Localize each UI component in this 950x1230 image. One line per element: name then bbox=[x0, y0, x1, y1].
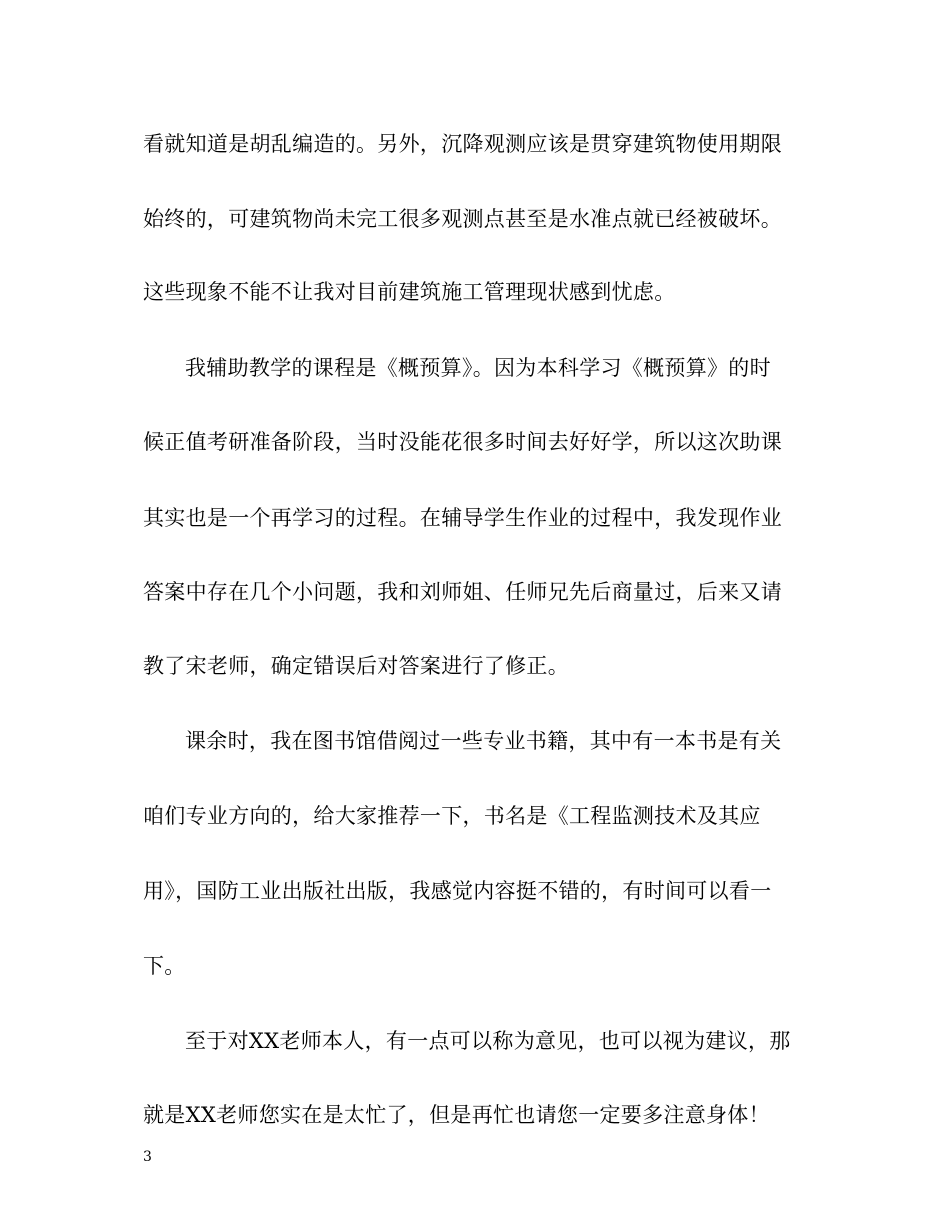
text-line: 就是XX老师您实在是太忙了，但是再忙也请您一定要多注意身体！ bbox=[143, 1103, 770, 1127]
text-line: 教了宋老师，确定错误后对答案进行了修正。 bbox=[143, 654, 569, 678]
text-line: 看就知道是胡乱编造的。另外，沉降观测应该是贯穿建筑物使用期限 bbox=[143, 132, 782, 156]
text-line: 咱们专业方向的，给大家推荐一下，书名是《工程监测技术及其应 bbox=[143, 804, 761, 828]
text-line: 其实也是一个再学习的过程。在辅导学生作业的过程中，我发现作业 bbox=[143, 506, 782, 530]
paragraph-start-line: 我辅助教学的课程是《概预算》。因为本科学习《概预算》的时 bbox=[185, 356, 771, 380]
text-line: 用》，国防工业出版社出版，我感觉内容挺不错的，有时间可以看一 bbox=[143, 879, 772, 903]
text-line: 候正值考研准备阶段，当时没能花很多时间去好好学，所以这次助课 bbox=[143, 430, 782, 454]
text-line: 这些现象不能不让我对目前建筑施工管理现状感到忧虑。 bbox=[143, 280, 676, 304]
page-number: 3 bbox=[143, 1149, 152, 1165]
paragraph-start-line: 至于对XX老师本人，有一点可以称为意见，也可以视为建议，那 bbox=[185, 1029, 791, 1053]
text-line: 答案中存在几个小问题，我和刘师姐、任师兄先后商量过，后来又请 bbox=[143, 580, 782, 604]
text-line: 下。 bbox=[143, 954, 186, 978]
paragraph-start-line: 课余时，我在图书馆借阅过一些专业书籍，其中有一本书是有关 bbox=[185, 729, 782, 753]
text-line: 始终的，可建筑物尚未完工很多观测点甚至是水准点就已经被破坏。 bbox=[143, 207, 782, 231]
